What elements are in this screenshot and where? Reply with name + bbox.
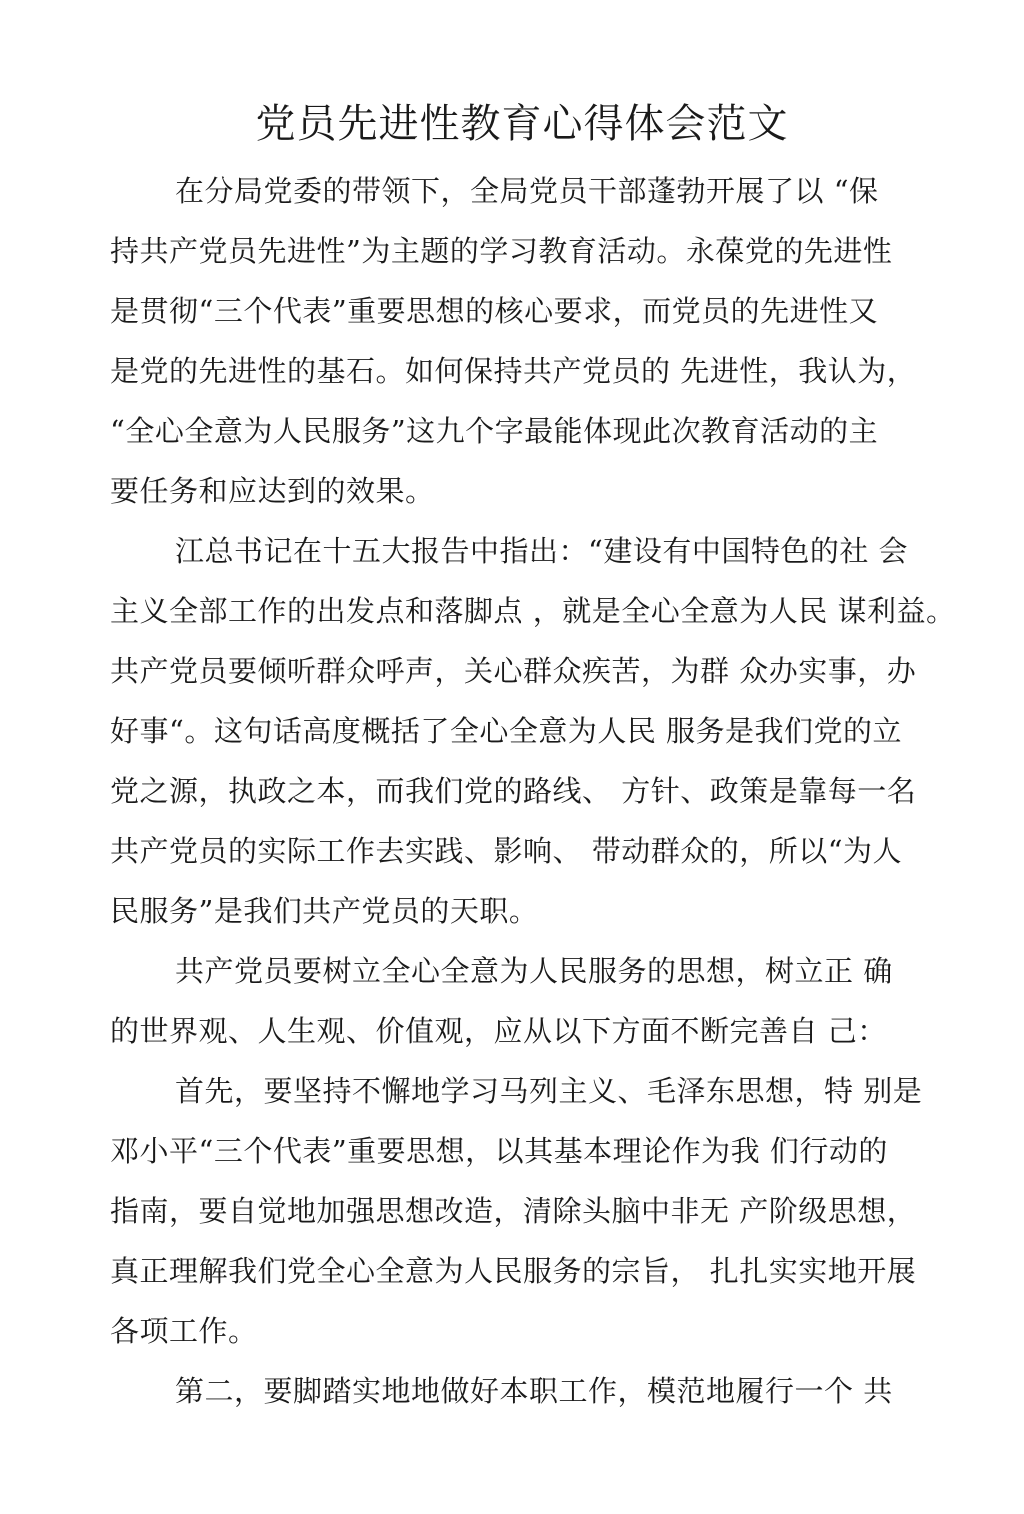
text-line: 江总书记在十五大报告中指出：“建设有中国特色的社 会	[175, 534, 909, 568]
text-line: 是贯彻“三个代表”重要思想的核心要求，而党员的先进性又	[110, 294, 879, 328]
text-line: 民服务”是我们共产党员的天职。	[110, 894, 539, 928]
text-line: 真正理解我们党全心全意为人民服务的宗旨， 扎扎实实地开展	[110, 1254, 917, 1288]
document-title: 党员先进性教育心得体会范文	[255, 101, 789, 147]
text-line: 指南，要自觉地加强思想改造，清除头脑中非无 产阶级思想，	[110, 1194, 917, 1228]
text-line: 好事“。这句话高度概括了全心全意为人民 服务是我们党的立	[110, 714, 903, 748]
text-line: 持共产党员先进性”为主题的学习教育活动。永葆党的先进性	[110, 234, 893, 268]
text-line: 是党的先进性的基石。如何保持共产党员的 先进性，我认为，	[110, 354, 917, 388]
text-line: 要任务和应达到的效果。	[110, 474, 435, 508]
text-line: 共产党员要倾听群众呼声，关心群众疾苦，为群 众办实事，办	[110, 654, 917, 688]
text-line: 共产党员的实际工作去实践、影响、 带动群众的，所以“为人	[110, 834, 903, 868]
text-line: 首先，要坚持不懈地学习马列主义、毛泽东思想，特 别是	[175, 1074, 923, 1108]
text-line: 邓小平“三个代表”重要思想，以其基本理论作为我 们行动的	[110, 1134, 888, 1168]
text-line: 党之源，执政之本，而我们党的路线、 方针、政策是靠每一名	[110, 774, 917, 808]
text-line: 主义全部工作的出发点和落脚点 ，就是全心全意为人民 谋利益。	[110, 594, 956, 628]
text-line: 的世界观、人生观、价值观，应从以下方面不断完善自 己：	[110, 1014, 887, 1048]
text-line: 共产党员要树立全心全意为人民服务的思想，树立正 确	[175, 954, 893, 988]
text-line: 第二，要脚踏实地地做好本职工作，模范地履行一个 共	[175, 1374, 893, 1408]
text-line: “全心全意为人民服务”这九个字最能体现此次教育活动的主	[110, 414, 879, 448]
text-line: 在分局党委的带领下，全局党员干部蓬勃开展了以 “保	[175, 174, 879, 208]
text-line: 各项工作。	[110, 1314, 258, 1348]
